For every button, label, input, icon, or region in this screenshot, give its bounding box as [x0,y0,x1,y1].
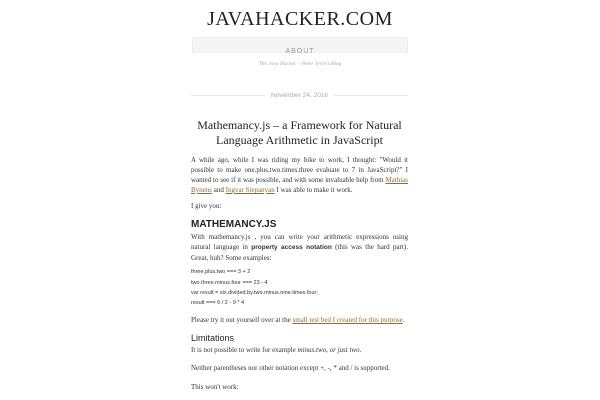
nav-about-link[interactable]: ABOUT [285,48,315,55]
code-line-1: three.plus.two === 3 + 2 [191,269,251,275]
test-bed-link[interactable]: small test bed I created for this purpose [292,316,403,324]
limit-em: minus.two, or just two. [297,346,362,354]
limit-text-a: It is not possible to write for example [191,346,298,354]
post-date-row [191,90,408,100]
section-heading-mathemancy: MATHEMANCY.JS [191,219,277,230]
post-paragraph-limit-2: Neither parentheses nor other notation except +, -, * and / is supported. [191,364,390,372]
post-paragraph-wont-work: This won't work: [191,383,239,391]
post-paragraph-usage [191,232,408,263]
code-line-4: result === 6 / 2 - 9 * 4 [191,300,245,306]
nav-bar [192,37,408,53]
code-line-3: var result = six.divided.by.two.minus.nine.times.four; [191,290,318,296]
date-divider-left [191,95,265,96]
intro-text-a: A while ago, while I was riding my bike to work, I thought: "Would it possible to make one.plus.two.times.three evaluate to 7 in JavaScript?" I wanted to see if it was possible, and with some invaluable help from [191,156,408,184]
code-line-2: two.three.minus.four === 23 - 4 [191,280,268,286]
post-paragraph-give: I give you: [191,202,222,210]
mathias-bynens-link[interactable]: Mathias Bynens [191,176,408,194]
post-title[interactable]: Mathemancy.js – a Framework for Natural Language Arithmetic in JavaScript [197,118,402,147]
section-heading-limitations: Limitations [191,333,235,343]
site-title[interactable]: JAVAHACKER.COM [207,8,393,30]
try-text-b: . [402,316,405,324]
usage-text-a: With mathemancy.js , you can write your arithmetic expressions using natural language in [191,233,408,251]
post-paragraph-limit-1 [191,345,408,355]
usage-text-b: (this was the hard part). Great, huh? Some examples: [191,243,408,262]
ingvar-stepanyan-link[interactable]: Ingvar Stepanyan [225,186,275,194]
date-divider-right [334,95,408,96]
intro-text-c: I was able to make it work. [274,186,353,194]
try-text-a: Please try it out yourself over at the [191,316,293,324]
post-date: November 24, 2016 [270,91,329,99]
site-tagline: The Java Hacker – Peter Jerre's Blog [258,61,342,67]
post-paragraph-try [191,315,408,325]
intro-text-b: and [212,186,226,194]
usage-strong: property access notation [251,244,332,251]
post-paragraph-intro [191,155,408,195]
